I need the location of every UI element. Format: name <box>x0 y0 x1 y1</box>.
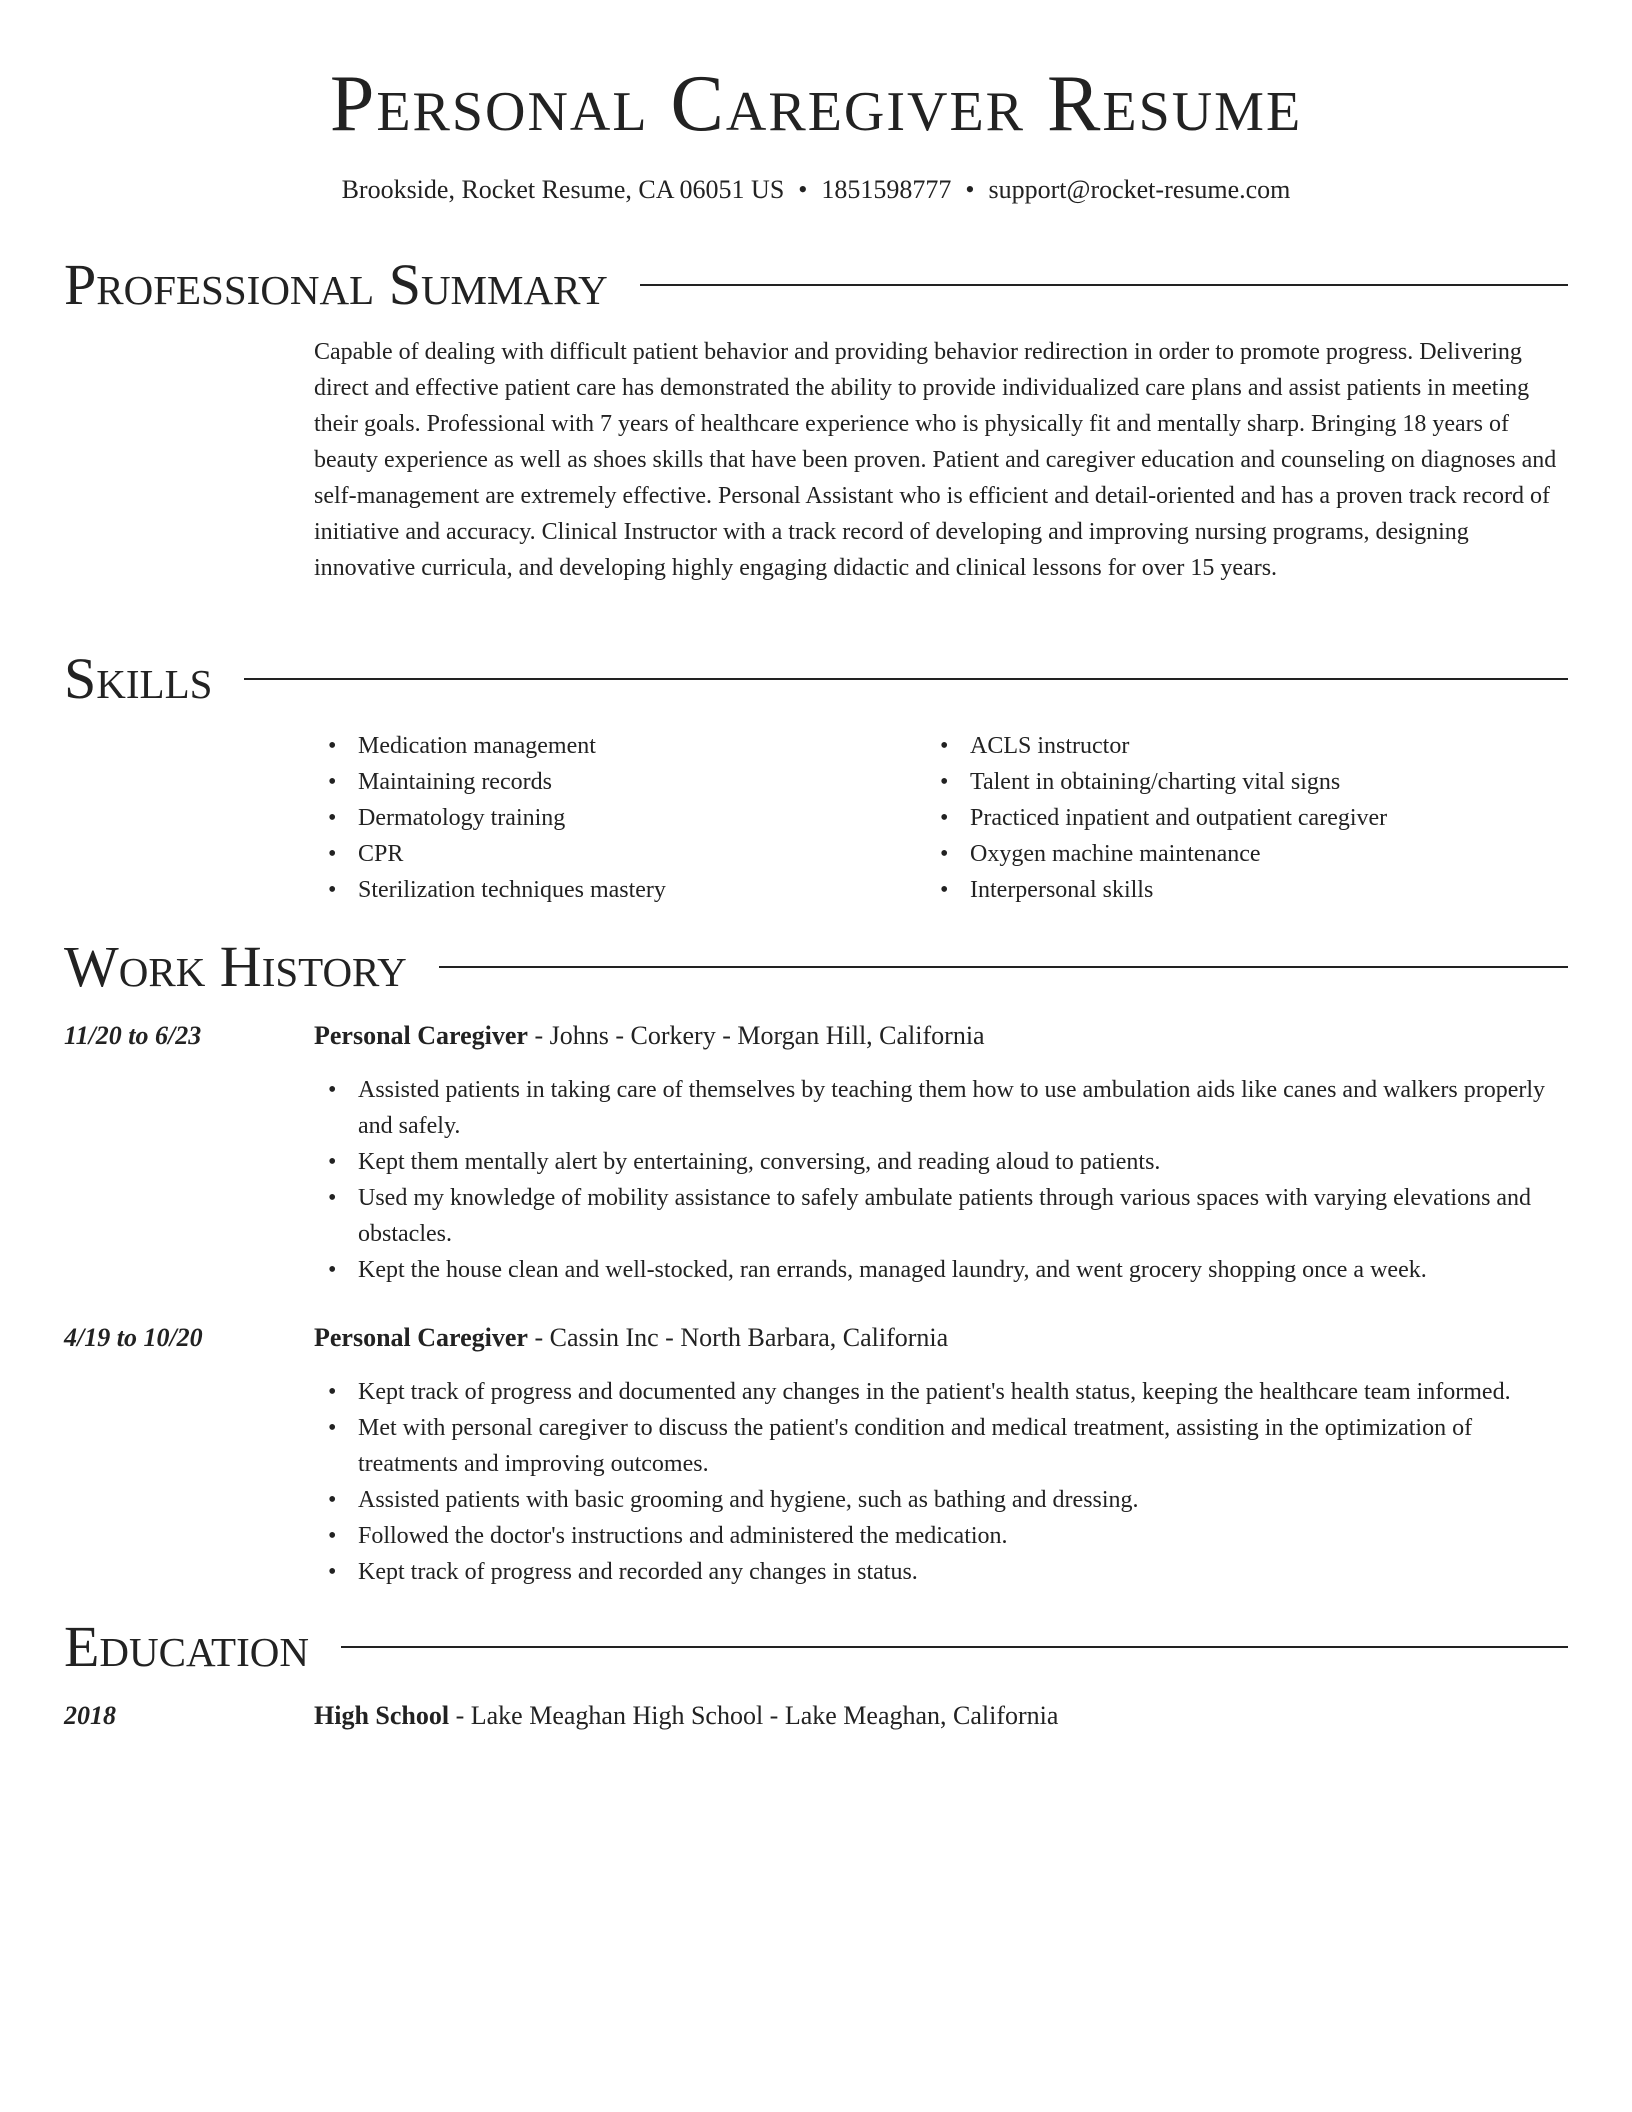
section-title-education: Education <box>64 1614 309 1679</box>
job-heading <box>314 1018 1568 1054</box>
skill-item: • Talent in obtaining/charting vital signs <box>970 764 1526 800</box>
job-duty-item: • Followed the doctor's instructions and administered the medication. <box>358 1518 1568 1554</box>
section-title-work-history: Work History <box>64 934 407 999</box>
section-header-work-history <box>64 932 1568 1002</box>
education-heading <box>314 1698 1568 1734</box>
job-duty-item: • Met with personal caregiver to discuss the patient's condition and medical treatment, assisting in the optimization of treatments and improving outcomes. <box>358 1410 1568 1482</box>
section-header-education <box>64 1612 1568 1682</box>
job-duty-item: • Kept track of progress and recorded any changes in status. <box>358 1554 1568 1590</box>
section-divider <box>341 1646 1568 1648</box>
job-employer: - Cassin Inc - North Barbara, California <box>527 1323 949 1352</box>
job-duty-item: • Assisted patients with basic grooming and hygiene, such as bathing and dressing. <box>358 1482 1568 1518</box>
skills-list-right <box>926 728 1526 908</box>
contact-separator: • <box>798 175 808 204</box>
job-duty-item: • Used my knowledge of mobility assistance to safely ambulate patients through various spaces with varying elevations and obstacles. <box>358 1180 1568 1252</box>
skill-item: • Medication management <box>358 728 914 764</box>
section-divider <box>439 966 1568 968</box>
job-title: Personal Caregiver <box>314 1021 528 1050</box>
skill-item: • Sterilization techniques mastery <box>358 872 914 908</box>
resume-title: Personal Caregiver Resume <box>329 60 1303 148</box>
job-duties <box>314 1374 1568 1590</box>
job-dates: 4/19 to 10/20 <box>64 1323 203 1352</box>
job-dates: 11/20 to 6/23 <box>64 1021 202 1050</box>
contact-phone: 1851598777 <box>821 175 952 204</box>
job-title: Personal Caregiver <box>314 1323 528 1352</box>
job-duty-item: • Kept them mentally alert by entertaining, conversing, and reading aloud to patients. <box>358 1144 1568 1180</box>
education-school: - Lake Meaghan High School - Lake Meaghan, California <box>449 1701 1059 1730</box>
skill-item: • Dermatology training <box>358 800 914 836</box>
education-degree: High School <box>314 1701 450 1730</box>
job-duty-item: • Assisted patients in taking care of themselves by teaching them how to use ambulation aids like canes and walkers properly and safely. <box>358 1072 1568 1144</box>
skill-item: • Maintaining records <box>358 764 914 800</box>
section-divider <box>244 678 1568 680</box>
section-title-skills: Skills <box>64 646 213 711</box>
job-heading <box>314 1320 1568 1356</box>
contact-email: support@rocket-resume.com <box>988 175 1291 204</box>
skill-item: • CPR <box>358 836 914 872</box>
section-divider <box>640 284 1568 286</box>
job-duty-item: • Kept track of progress and documented any changes in the patient's health status, keeping the healthcare team informed. <box>358 1374 1568 1410</box>
contact-address: Brookside, Rocket Resume, CA 06051 US <box>341 175 785 204</box>
skill-item: • ACLS instructor <box>970 728 1526 764</box>
skills-list-left <box>314 728 914 908</box>
job-employer: - Johns - Corkery - Morgan Hill, California <box>527 1021 985 1050</box>
summary-text: Capable of dealing with difficult patient behavior and providing behavior redirection in order to promote progress. Delivering direct and effective patient care has demonstrated the ability to provide individualized care plans and assist patients in meeting their goals. Professional with 7 years of healthcare experience who is physically fit and mentally sharp. Bringing 18 years of beauty experience as well as shoes skills that have been proven. Patient and caregiver education and counseling on diagnoses and self-management are extremely effective. Personal Assistant who is efficient and detail-oriented and has a proven track record of initiative and accuracy. Clinical Instructor with a track record of developing and improving nursing programs, designing innovative curricula, and developing highly engaging didactic and clinical lessons for over 15 years. <box>314 339 1557 581</box>
skill-item: • Oxygen machine maintenance <box>970 836 1526 872</box>
education-year: 2018 <box>64 1701 116 1730</box>
contact-line <box>0 173 1632 207</box>
job-duty-item: • Kept the house clean and well-stocked, ran errands, managed laundry, and went grocery shopping once a week. <box>358 1252 1568 1288</box>
skill-item: • Practiced inpatient and outpatient caregiver <box>970 800 1526 836</box>
contact-separator: • <box>965 175 975 204</box>
job-duties <box>314 1072 1568 1288</box>
skill-item: • Interpersonal skills <box>970 872 1526 908</box>
section-title-summary: Professional Summary <box>64 252 608 317</box>
section-header-summary <box>64 250 1568 320</box>
section-header-skills <box>64 644 1568 714</box>
